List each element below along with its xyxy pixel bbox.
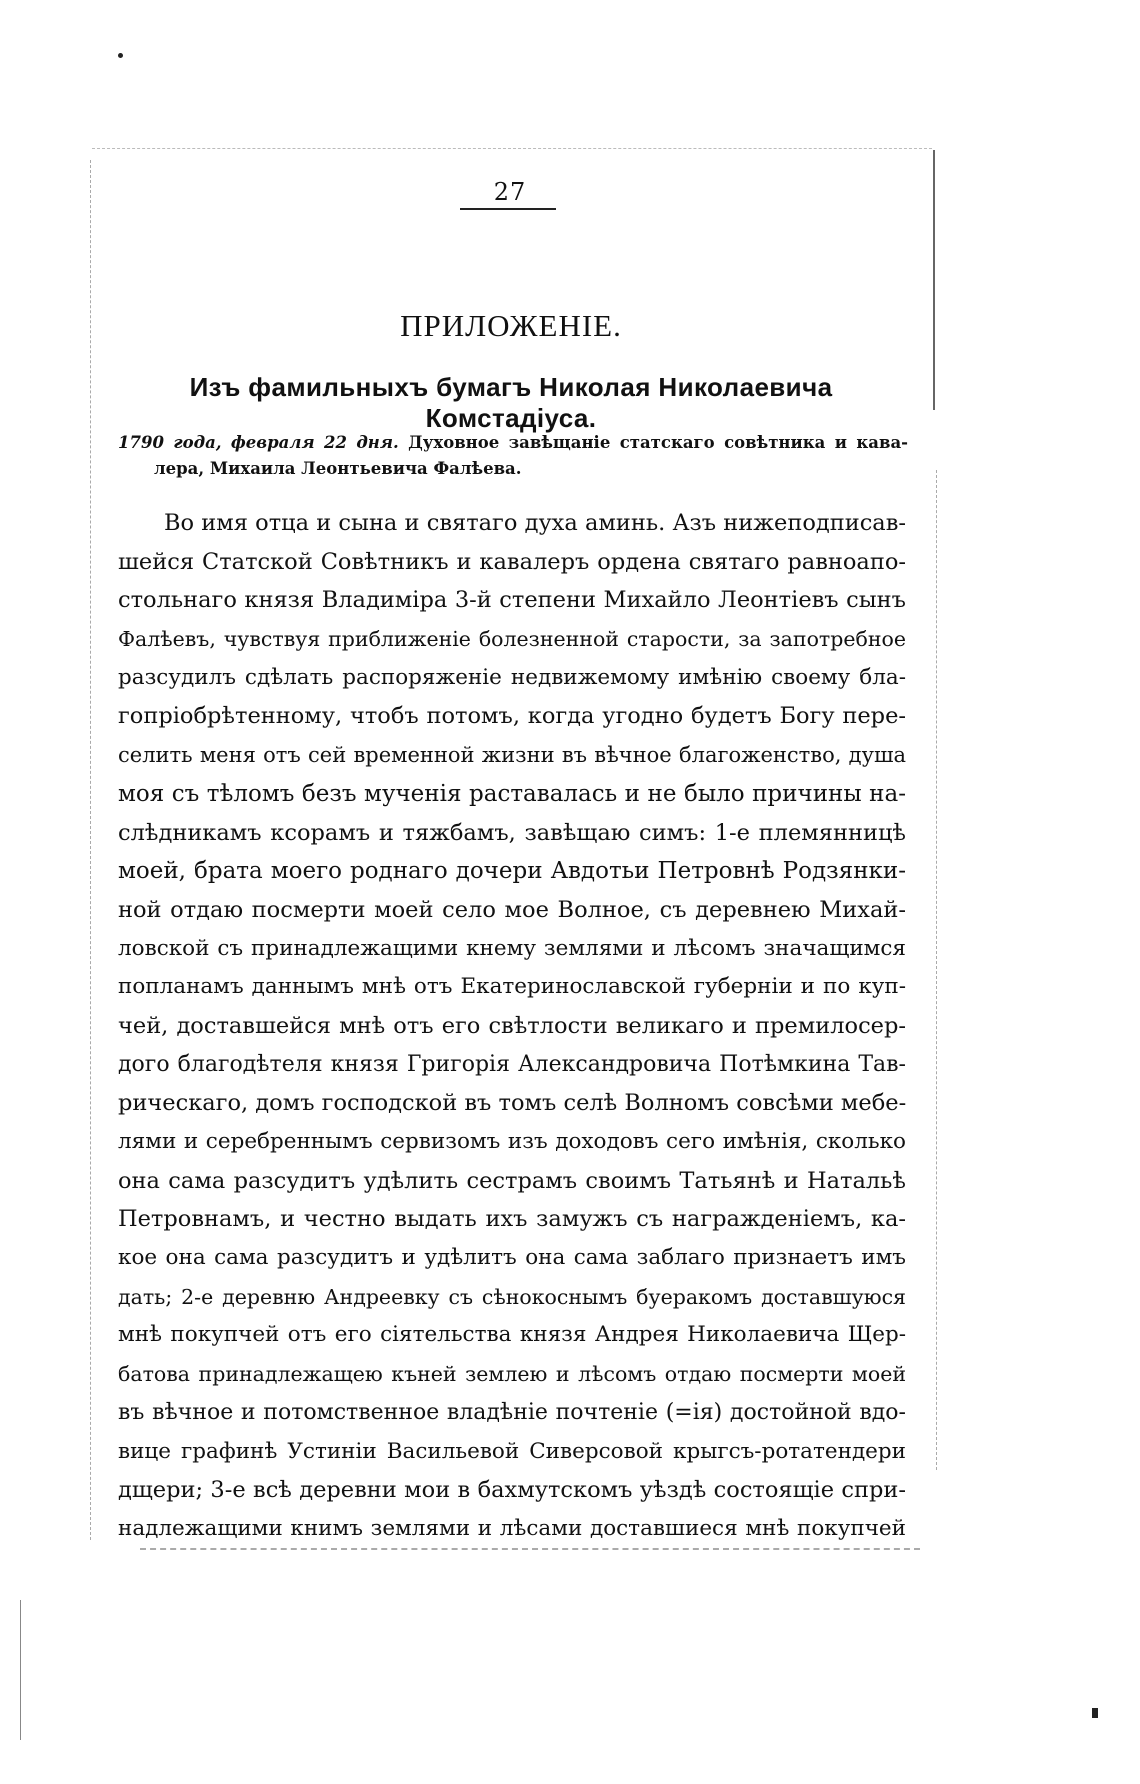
section-subheading: Изъ фамильныхъ бумагъ Николая Николаевича Комстадіуса.	[189, 372, 833, 433]
body-line: дщери; 3-е всѣ деревни мои в бахмутскомъ уѣздѣ состоящіе спри-	[118, 1477, 906, 1504]
body-line: кое она сама разсудитъ и удѣлитъ она сама заблаго признаетъ имъ	[118, 1245, 906, 1271]
body-line: моей, брата моего роднаго дочери Авдотьи Петровнѣ Родзянки-	[118, 858, 906, 885]
body-line: рическаго, домъ господской въ томъ селѣ Волномъ совсѣми мебе-	[118, 1090, 906, 1117]
body-line: слѣдникамъ ксорамъ и тяжбамъ, завѣщаю симъ: 1-е племянницѣ	[118, 819, 906, 846]
section-heading: ПРИЛОЖЕНІЕ.	[400, 308, 622, 343]
body-line: Фалѣевъ, чувствуя приближеніе болезненной старости, за запотребное	[118, 627, 906, 652]
scan-edge-top	[92, 148, 932, 149]
body-line: моя съ тѣломъ безъ мученія раставалась и не было причины на-	[118, 780, 906, 807]
caption-title: Духовное завѣщаніе статскаго совѣтника и кава-	[408, 433, 908, 452]
body-line: дого благодѣтеля князя Григорія Александровича Потѣмкина Тав-	[118, 1051, 906, 1077]
body-line: батова принадлежащею къней землею и лѣсомъ отдаю посмерти моей	[118, 1362, 906, 1387]
body-line: дать; 2-е деревню Андреевку съ сѣнокоснымъ буеракомъ доставшуюся	[118, 1284, 906, 1309]
body-line: попланамъ даннымъ мнѣ отъ Екатеринославской губерніи и по куп-	[118, 974, 906, 1000]
body-line: гопріобрѣтенному, чтобъ потомъ, когда угодно будетъ Богу пере-	[118, 703, 906, 730]
body-line: Во имя отца и сына и святаго духа аминь. Азъ нижеподписав-	[164, 510, 906, 536]
body-line: въ вѣчное и потомственное владѣніе почтеніе (=ія) достойной вдо-	[118, 1399, 906, 1425]
body-line: селить меня отъ сей временной жизни въ вѣчное благоженство, душа	[118, 743, 906, 768]
body-line: ной отдаю посмерти моей село мое Волное, съ деревнею Михай-	[118, 896, 906, 923]
caption-line-2: лера, Михаила Леонтьевича Фалѣева.	[154, 459, 522, 478]
page-number-rule	[460, 208, 556, 210]
body-line: стольнаго князя Владиміра 3-й степени Михайло Леонтіевъ сынъ	[118, 587, 906, 614]
scan-edge-right	[933, 150, 935, 410]
body-text	[118, 504, 906, 1549]
body-line: чей, доставшейся мнѣ отъ его свѣтлости великаго и премилосер-	[118, 1012, 906, 1039]
scan-speck	[118, 53, 123, 58]
scan-speck-corner	[1092, 1708, 1098, 1718]
body-line: разсудилъ сдѣлать распоряженіе недвижемому имѣнію своему бла-	[118, 664, 906, 690]
body-line: мнѣ покупчей отъ его сіятельства князя Андрея Николаевича Щер-	[118, 1322, 906, 1348]
scan-edge-left-low	[20, 1600, 21, 1740]
scan-edge-left	[90, 160, 91, 1540]
body-line: лями и серебреннымъ сервизомъ изъ доходовъ сего имѣнія, сколько	[118, 1129, 906, 1154]
page-number: 27	[493, 178, 527, 206]
caption-line-1	[118, 430, 908, 456]
body-line: ловской съ принадлежащими кнему землями и лѣсомъ значащимся	[118, 935, 906, 961]
body-line: она сама разсудитъ удѣлить сестрамъ своимъ Татьянѣ и Натальѣ	[118, 1167, 906, 1194]
body-line: вице графинѣ Устиніи Васильевой Сиверсовой крыгсъ-ротатендери	[118, 1438, 906, 1464]
scan-edge-right-lower	[936, 470, 937, 1470]
document-caption	[118, 430, 908, 482]
caption-date: 1790 года, февраля 22 дня.	[118, 433, 399, 452]
body-line: Петровнамъ, и честно выдать ихъ замужъ съ награжденіемъ, ка-	[118, 1206, 906, 1233]
body-line: шейся Статской Совѣтникъ и кавалеръ ордена святаго равноапо-	[118, 548, 906, 575]
body-line: надлежащими книмъ землями и лѣсами доставшиеся мнѣ покупчей	[118, 1515, 906, 1541]
